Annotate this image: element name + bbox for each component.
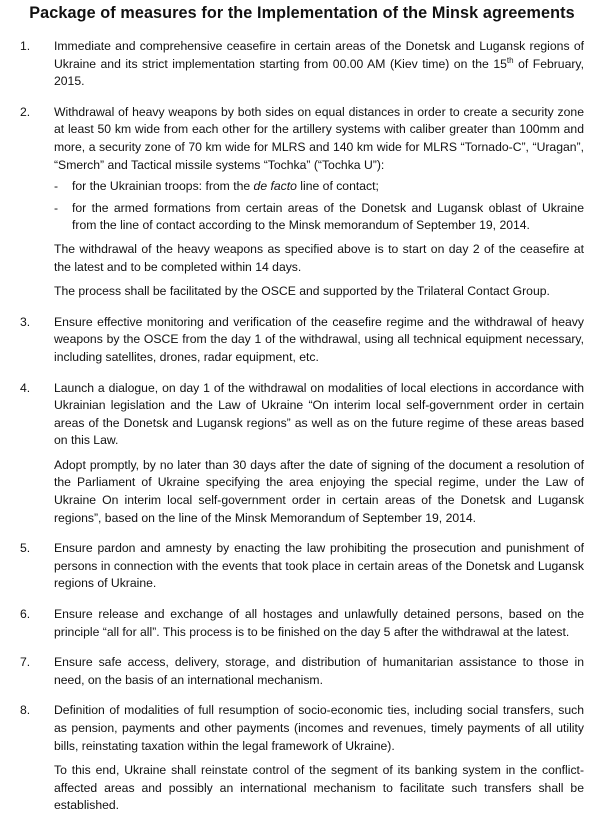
- italic-text: de facto: [253, 179, 297, 194]
- item-paragraph: Ensure safe access, delivery, storage, and distribution of humanitarian assistance to those in need, on the basis of an international mechanism.: [54, 655, 584, 687]
- item-paragraph: Ensure release and exchange of all hostages and unlawfully detained persons, based on the principle “all for all”. This process is to be finished on the day 5 after the withdrawal at the latest.: [54, 607, 584, 639]
- list-item-4: [20, 380, 584, 528]
- dash-item-text: for the armed formations from certain areas of the Donetsk and Lugansk oblast of Ukraine from the line of contact according to the Minsk memorandum of September 19, 2014.: [72, 200, 584, 233]
- dash-marker: -: [54, 179, 59, 194]
- document-title: Package of measures for the Implementation of the Minsk agreements: [29, 4, 575, 22]
- item-number: 4.: [20, 380, 31, 395]
- item-number: 5.: [20, 541, 31, 556]
- item-paragraph: Ensure pardon and amnesty by enacting the law prohibiting the prosecution and punishment of persons in connection with the events that took place in certain areas of the Donetsk and Lugansk regions of Ukraine.: [54, 541, 584, 591]
- dash-item-text: [72, 178, 584, 196]
- list-item-7: [20, 654, 584, 689]
- item-body: [54, 654, 584, 689]
- list-item-8: [20, 702, 584, 815]
- item-paragraph: The process shall be facilitated by the OSCE and supported by the Trilateral Contact Group.: [54, 284, 550, 299]
- item-paragraph: Ensure effective monitoring and verification of the ceasefire regime and the withdrawal of heavy weapons by the OSCE from the day 1 of the withdrawal, using all technical equipment necessary, including satellites, drones, radar equipment, etc.: [54, 314, 584, 364]
- text-fragment: of February, 2015.: [54, 56, 584, 89]
- ordinal-suffix: th: [506, 55, 514, 65]
- item-body: [54, 606, 584, 641]
- text-fragment: Immediate and comprehensive ceasefire in certain areas of the Donetsk and Lugansk regions of Ukraine and its strict implementation starting from 00.00 AM (Kiev time) on the 15: [54, 39, 584, 71]
- dash-list-item: [54, 178, 584, 196]
- list-item-5: [20, 540, 584, 593]
- text-fragment: for the Ukrainian troops: from the: [72, 179, 254, 194]
- item-paragraph: Withdrawal of heavy weapons by both sides on equal distances in order to create a security zone at least 50 km wide from each other for the artillery systems with caliber greater than 100mm and more, a security zone of 70 km wide for MLRS and 140 km wide for MLRS “Tornado-C”, “Uragan”, “Smerch” and Tactical missile systems “Tochka” (“Tochka U”):: [54, 104, 584, 172]
- list-item-6: [20, 606, 584, 641]
- dash-list-item: [54, 200, 584, 235]
- item-number: 6.: [20, 607, 31, 622]
- dash-marker: -: [54, 200, 59, 215]
- item-number: 2.: [20, 104, 31, 119]
- item-body: [54, 314, 584, 367]
- item-body: [54, 702, 584, 815]
- item-body: [54, 38, 584, 91]
- list-item-1: [20, 38, 584, 91]
- list-item-3: [20, 314, 584, 367]
- list-item-2: [20, 104, 584, 301]
- item-number: 7.: [20, 655, 31, 670]
- item-number: 1.: [20, 39, 31, 53]
- item-paragraph: The withdrawal of the heavy weapons as specified above is to start on day 2 of the ceasefire at the latest and to be completed within 14 days.: [54, 241, 584, 274]
- item-number: 8.: [20, 703, 31, 718]
- item-body: [54, 540, 584, 593]
- item-body: [54, 104, 584, 301]
- text-fragment: line of contact;: [296, 179, 379, 194]
- item-paragraph: To this end, Ukraine shall reinstate control of the segment of its banking system in the conflict-affected areas and possibly an international mechanism to facilitate such transfers shall be established.: [54, 763, 584, 813]
- item-paragraph: Launch a dialogue, on day 1 of the withdrawal on modalities of local elections in accordance with Ukrainian legislation and the Law of Ukraine “On interim local self-government order in certain areas of the Donetsk and Lugansk regions” as well as on the future regime of these areas based on this Law.: [54, 380, 584, 448]
- item-number: 3.: [20, 314, 31, 329]
- item-body: [54, 380, 584, 528]
- item-paragraph: Definition of modalities of full resumption of socio-economic ties, including social transfers, such as pension, payments and other payments (incomes and revenues, timely payments of all utility bills, reinstating taxation within the legal framework of Ukraine).: [54, 703, 584, 753]
- item-paragraph: [54, 38, 584, 91]
- dash-list: [54, 178, 584, 235]
- item-paragraph: Adopt promptly, by no later than 30 days after the date of signing of the document a resolution of the Parliament of Ukraine specifying the area enjoying the special regime, under the Law of Ukraine On interim local self-government order in certain areas of the Donetsk and Lugansk regions”, based on the line of the Minsk Memorandum of September 19, 2014.: [54, 457, 584, 525]
